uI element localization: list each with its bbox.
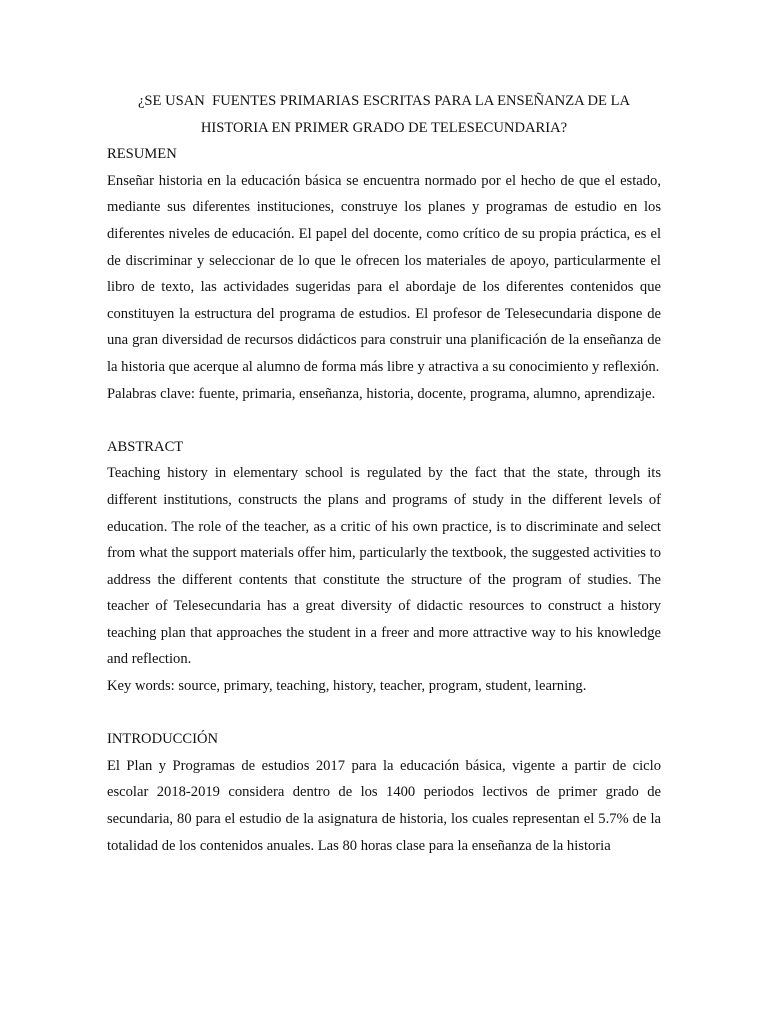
introduccion-heading: INTRODUCCIÓN — [107, 731, 219, 748]
section-spacer — [107, 407, 661, 434]
abstract-keywords: Key words: source, primary, teaching, history, teacher, program, student, learning. — [107, 678, 587, 695]
document-body — [107, 88, 661, 859]
section-spacer — [107, 700, 661, 727]
document-title-line-2: HISTORIA EN PRIMER GRADO DE TELESECUNDARIA? — [200, 119, 568, 136]
document-title-line-1: ¿SE USAN FUENTES PRIMARIAS ESCRITAS PARA LA ENSEÑANZA DE LA — [137, 93, 631, 109]
resumen-keywords: Palabras clave: fuente, primaria, enseñanza, historia, docente, programa, alumno, aprendizaje. — [107, 385, 656, 402]
resumen-heading: RESUMEN — [107, 146, 177, 163]
introduccion-body: El Plan y Programas de estudios 2017 para la educación básica, vigente a partir de ciclo escolar 2018-2019 considera dentro de los 1400 periodos lectivos de primer grado de secundaria, 80 para el estudio de la asignatura de historia, los cuales representan el 5.7% de la totalidad de los contenidos anuales. Las 80 horas clase para la enseñanza de la historia — [107, 757, 661, 854]
abstract-body: Teaching history in elementary school is regulated by the fact that the state, through its different institutions, constructs the plans and programs of study in the different levels of education. The role of the teacher, as a critic of his own practice, is to discriminate and select from what the support materials offer him, particularly the textbook, the suggested activities to address the different contents that constitute the structure of the program of studies. The teacher of Telesecundaria has a great diversity of didactic resources to construct a history teaching plan that approaches the student in a freer and more attractive way to his knowledge and reflection. — [107, 465, 661, 668]
abstract-heading: ABSTRACT — [107, 438, 184, 455]
resumen-body: Enseñar historia en la educación básica se encuentra normado por el hecho de que el estado, mediante sus diferentes instituciones, construye los planes y programas de estudio en los diferentes niveles de educación. El papel del docente, como crítico de su propia práctica, es el de discriminar y seleccionar de lo que le ofrecen los materiales de apoyo, particularmente el libro de texto, las actividades sugeridas para el abordaje de los diferentes contenidos que constituyen la estructura del programa de estudios. El profesor de Telesecundaria dispone de una gran diversidad de recursos didácticos para construir una planificación de la enseñanza de la historia que acerque al alumno de forma más libre y atractiva a su conocimiento y reflexión. — [107, 172, 661, 375]
